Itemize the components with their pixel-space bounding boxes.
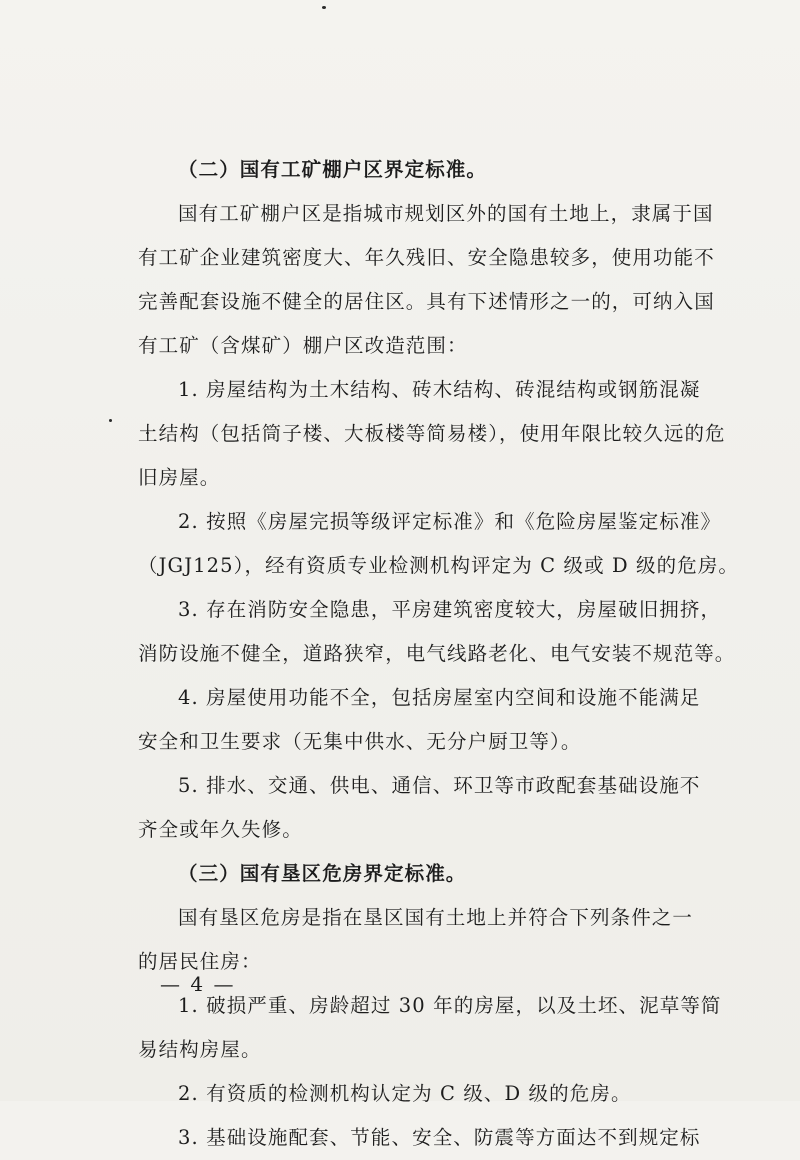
body-text-line: 2. 有资质的检测机构认定为 C 级、D 级的危房。 — [178, 1082, 632, 1105]
page-number: — 4 — — [160, 972, 236, 996]
section-heading: （二）国有工矿棚户区界定标准。 — [178, 158, 488, 181]
body-text-line: 土结构（包括筒子楼、大板楼等简易楼），使用年限比较久远的危 — [138, 422, 726, 445]
body-text-line: 国有工矿棚户区是指城市规划区外的国有土地上，隶属于国 — [178, 202, 714, 225]
body-text-line: 有工矿企业建筑密度大、年久残旧、安全隐患较多，使用功能不 — [138, 246, 715, 269]
body-text-line: 5. 排水、交通、供电、通信、环卫等市政配套基础设施不 — [178, 774, 701, 797]
body-text-line: 消防设施不健全，道路狭窄，电气线路老化、电气安装不规范等。 — [138, 642, 736, 665]
document-body — [138, 148, 740, 1160]
body-text-line: 1. 破损严重、房龄超过 30 年的房屋，以及土坯、泥草等简 — [178, 994, 722, 1017]
body-text-line: 安全和卫生要求（无集中供水、无分户厨卫等）。 — [138, 730, 582, 753]
body-text-line: 4. 房屋使用功能不全，包括房屋室内空间和设施不能满足 — [178, 686, 701, 709]
body-text-line: 旧房屋。 — [138, 466, 221, 489]
body-text-line: 3. 基础设施配套、节能、安全、防震等方面达不到规定标 — [178, 1126, 701, 1149]
body-text-line: 的居民住房： — [138, 950, 262, 973]
scan-speck — [322, 6, 326, 9]
body-text-line: 1. 房屋结构为土木结构、砖木结构、砖混结构或钢筋混凝 — [178, 378, 701, 401]
body-text-line: 3. 存在消防安全隐患，平房建筑密度较大，房屋破旧拥挤， — [178, 598, 722, 621]
section-heading: （三）国有垦区危房界定标准。 — [178, 862, 467, 885]
body-text-line: 国有垦区危房是指在垦区国有土地上并符合下列条件之一 — [178, 906, 694, 929]
body-text-line: 齐全或年久失修。 — [138, 818, 303, 841]
scan-speck — [109, 419, 112, 422]
body-text-line: 有工矿（含煤矿）棚户区改造范围： — [138, 334, 468, 357]
body-text-line: （JGJ125），经有资质专业检测机构评定为 C 级或 D 级的危房。 — [138, 554, 740, 577]
body-text-line: 2. 按照《房屋完损等级评定标准》和《危险房屋鉴定标准》 — [178, 510, 722, 533]
body-text-line: 完善配套设施不健全的居住区。具有下述情形之一的，可纳入国 — [138, 290, 715, 313]
body-text-line: 易结构房屋。 — [138, 1038, 262, 1061]
